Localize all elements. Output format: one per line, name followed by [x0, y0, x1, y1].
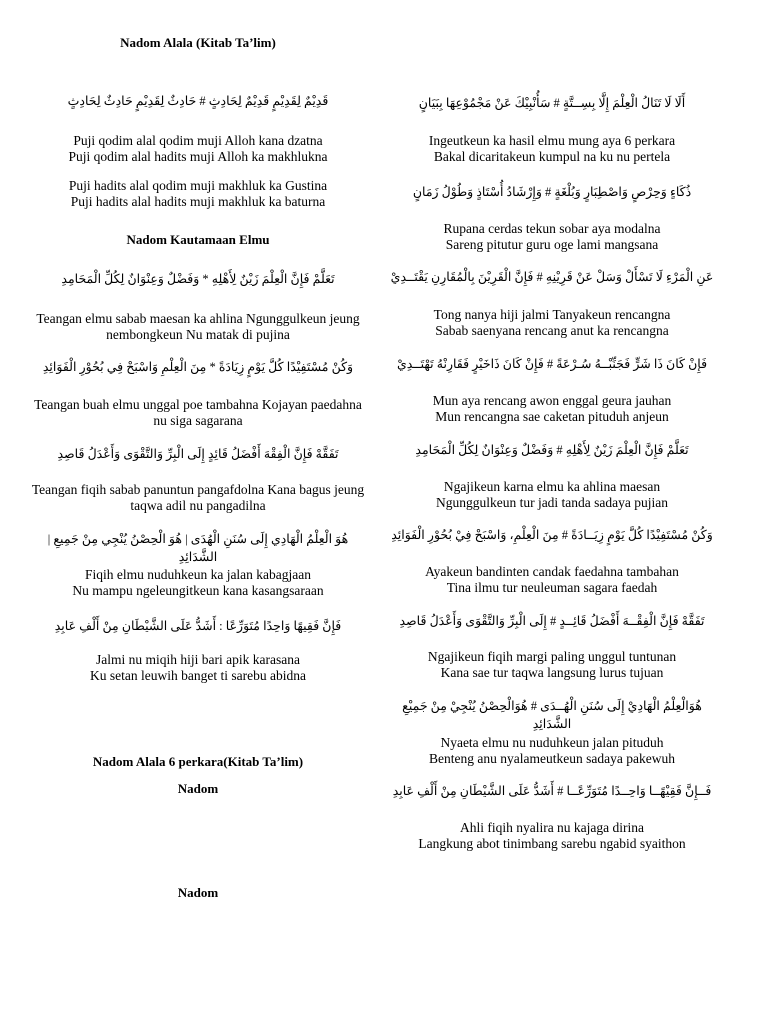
- arabic-verse-5: هُوَ الْعِلْمُ الْهَادِي إِلَى سُنَنِ الْهُدَى | هُوَ الْحِصْنُ يُنْجِي مِنْ جَمِيعِ | الشَّدَائِدِ: [47, 532, 349, 564]
- section-heading-kautamaan: Nadom Kautamaan Elmu: [126, 232, 270, 247]
- arabic-verse-r1: أَلَا لَا تَنَالُ الْعِلْمَ إِلَّا بِسِــتَّةٍ # سَأُنْبِيْكَ عَنْ مَجْمُوْعِهَا بِبَيَانٍ: [418, 96, 686, 110]
- translation-r4: [382, 393, 722, 425]
- translation-r3: [382, 307, 722, 339]
- translation-line: Ngajikeun fiqih margi paling unggul tuntunan: [427, 649, 677, 664]
- translation-line: Fiqih elmu nuduhkeun ka jalan kabagjaan: [84, 567, 312, 582]
- translation-r5: [382, 479, 722, 511]
- translation-line: Tina ilmu tur neuleuman sagara faedah: [446, 580, 658, 595]
- translation-line: Bakal dicaritakeun kumpul na ku nu pertela: [433, 149, 671, 164]
- translation-line: Nu mampu ngeleungitkeun kana kasangsaraan: [72, 583, 324, 598]
- translation-r9: [382, 820, 722, 852]
- arabic-verse-r9: فَــإِنَّ فَقِيْهًــا وَاحِــدًا مُتَوَرِّعًــا # أَشَدُّ عَلَى الشَّيْطَانِ مِنْ أَلْفِ عَابِدِ: [392, 784, 712, 798]
- translation-line: Ngajikeun karna elmu ka ahlina maesan: [443, 479, 661, 494]
- translation-line: Ku setan leuwih banget ti sarebu abidna: [90, 668, 306, 683]
- translation-r6: [382, 564, 722, 596]
- translation-4: Teangan buah elmu unggal poe tambahna Kojayan paedahna nu siga sagarana: [34, 397, 362, 428]
- translation-line: Ngunggulkeun tur jadi tanda sadaya pujian: [435, 495, 669, 510]
- translation-line: Tong nanya hiji jalmi Tanyakeun rencangna: [433, 307, 671, 322]
- translation-r1: [382, 133, 722, 165]
- translation-5: Teangan fiqih sabab panuntun pangafdolna Kana bagus jeung taqwa adil nu pangadilna: [31, 482, 365, 513]
- translation-line: Ahli fiqih nyalira nu kajaga dirina: [459, 820, 645, 835]
- arabic-verse-r8: هُوَالْعِلْمُ الْهَادِيْ إِلَى سُنَنِ الْهُــدَى # هُوَالْحِصْنُ يُنْجِيْ مِنْ جَمِيْعِ الشَّدَائِدِ: [402, 699, 702, 731]
- arabic-verse-1: قَدِيْمٌ لِقَدِيْمٍ قَدِيْمٌ لِحَادِثٍ # حَادِثٌ لِقَدِيْمٍ حَادِثٌ لِحَادِثٍ: [67, 94, 329, 108]
- arabic-verse-r5: تَعَلَّمْ فَإِنَّ الْعِلْمَ زَيْنٌ لِأَهْلِهِ # وَفَضْلٌ وَعِنْوَانٌ لِكُلِّ الْمَحَامِدِ: [415, 443, 689, 457]
- arabic-verse-r4: فَإِنْ كَانَ ذَا شَرٍّ فَجَنِّبْــهُ سُـرْعَةً # فَإِنْ كَانَ ذَاخَيْرٍ فَقَارِنْهُ تَهْتَــدِيْ: [396, 357, 708, 371]
- translation-line: Mun aya rencang awon enggal geura jauhan: [432, 393, 672, 408]
- nadom-label-2: Nadom: [177, 885, 219, 900]
- translation-line: Langkung abot tinimbang sarebu ngabid syaithon: [418, 836, 686, 851]
- translation-line: Rupana cerdas tekun sobar aya modalna: [443, 221, 661, 236]
- translation-line: Puji qodim alal hadits muji Alloh ka makhlukna: [68, 149, 328, 164]
- arabic-verse-6: فَإِنَّ فَقِيهًا وَاحِدًا مُتَوَرِّعًا : أَشَدُّ عَلَى الشَّيْطَانِ مِنْ أَلْفِ عَابِدِ: [54, 619, 342, 633]
- nadom-label-1: Nadom: [177, 781, 219, 796]
- translation-line: Kana sae tur taqwa langsung lurus tujuan: [440, 665, 664, 680]
- arabic-verse-3: وَكُنْ مُسْتَفِيْدًا كُلَّ يَوْمٍ زِيَادَةً * مِنَ الْعِلْمِ وَاسْبَحْ فِي بُحُوْرِ الْفَوَائِدِ: [42, 360, 354, 374]
- translation-line: Nyaeta elmu nu nuduhkeun jalan pituduh: [440, 735, 664, 750]
- arabic-verse-2: تَعَلَّمْ فَإِنَّ الْعِلْمَ زَيْنٌ لِأَهْلِهِ * وَفَضْلٌ وَعِنْوَانٌ لِكُلِّ الْمَحَامِدِ: [61, 272, 335, 286]
- section-heading-6-perkara: Nadom Alala 6 perkara(Kitab Ta’lim): [92, 754, 304, 769]
- translation-line: Sabab saenyana rencang anut ka rencangna: [435, 323, 669, 338]
- translation-line: Sareng pitutur guru oge lami mangsana: [445, 237, 659, 252]
- translation-line: Puji hadits alal qodim muji makhluk ka Gustina: [68, 178, 328, 193]
- translation-line: Puji qodim alal qodim muji Alloh kana dzatna: [73, 133, 323, 148]
- translation-line: Ayakeun bandinten candak faedahna tambahan: [425, 564, 679, 579]
- translation-r7: [382, 649, 722, 681]
- translation-line: Mun rencangna sae caketan pituduh anjeun: [435, 409, 669, 424]
- arabic-verse-r3: عَنِ الْمَرْءِ لَا تَسْأَلْ وَسَلْ عَنْ قَرِيْنِهِ # فَإِنَّ الْقَرِيْنَ بِالْمُقَارِنِ يَقْتَــدِيْ: [390, 270, 714, 284]
- translation-line: Puji hadits alal hadits muji makhluk ka baturna: [70, 194, 326, 209]
- translation-6: [28, 567, 368, 599]
- translation-7: [28, 652, 368, 684]
- arabic-verse-r2: ذُكَاءٍ وَحِرْصٍ وَاصْطِبَارٍ وَبُلْغَةٍ # وَإِرْشَادُ أُسْتَاذٍ وَطُوْلُ زَمَانٍ: [412, 185, 692, 199]
- translation-line: Benteng anu nyalameutkeun sadaya pakewuh: [429, 751, 675, 766]
- translation-r2: [382, 221, 722, 253]
- translation-r8: [382, 735, 722, 767]
- document-title: Nadom Alala (Kitab Ta’lim): [120, 35, 276, 50]
- translation-line: Ingeutkeun ka hasil elmu mung aya 6 perkara: [428, 133, 676, 148]
- arabic-verse-4: تَفَقَّهْ فَإِنَّ الْفِقْهَ أَفْضَلُ قَائِدٍ إِلَى الْبِرِّ وَالتَّقْوَى وَأَعْدَلُ قَاصِدِ: [57, 447, 339, 461]
- arabic-verse-r6: وَكُنْ مُسْتَفِيْدًا كُلَّ يَوْمٍ زِيَــادَةً # مِنَ الْعِلْمِ، وَاسْبَحْ فِيْ بُحُوْرِ الْفَوَائِدِ: [391, 528, 713, 542]
- translation-1: [28, 133, 368, 165]
- translation-2: [28, 178, 368, 210]
- translation-line: Jalmi nu miqih hiji bari apik karasana: [96, 652, 300, 667]
- arabic-verse-r7: تَفَقَّهْ فَإِنَّ الْفِقْــهَ أَفْضَلُ قَائِــدٍ # إِلَى الْبِرِّ وَالتَّقْوَى وَأَعْدَلُ قَاصِدِ: [399, 614, 705, 628]
- translation-3: Teangan elmu sabab maesan ka ahlina Ngunggulkeun jeung nembongkeun Nu matak di pujina: [36, 311, 360, 342]
